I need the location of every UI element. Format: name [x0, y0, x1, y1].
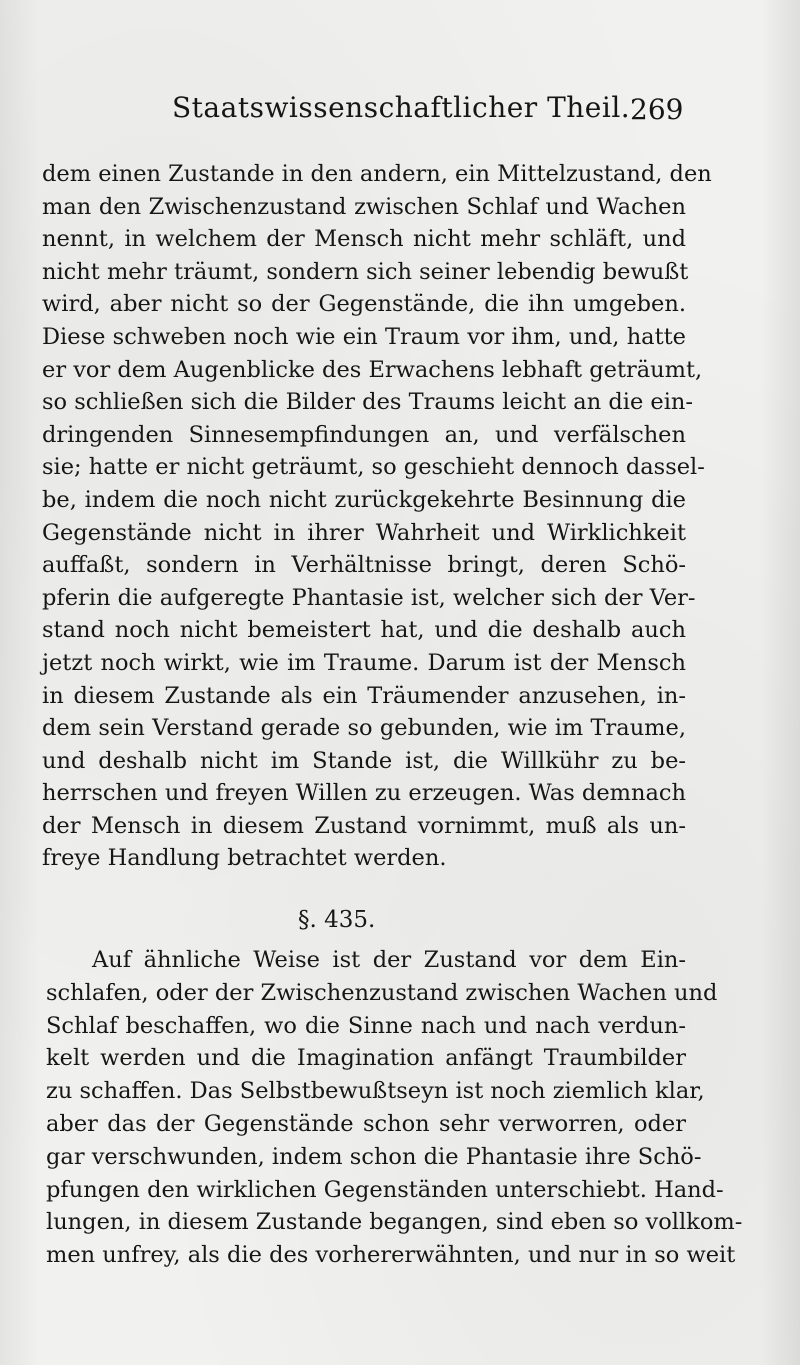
text-line: dem sein Verstand gerade so gebunden, wie im Traume,	[42, 715, 686, 742]
text-line: kelt werden und die Imagination anfängt Traumbilder	[46, 1045, 686, 1072]
page-number: 269	[630, 93, 684, 126]
text-line: und deshalb nicht im Stande ist, die Willkühr zu be-	[42, 747, 686, 774]
text-line: be, indem die noch nicht zurückgekehrte Besinnung die	[42, 486, 686, 513]
text-line: Gegenstände nicht in ihrer Wahrheit und Wirklichkeit	[42, 519, 686, 546]
text-line: freye Handlung betrachtet werden.	[42, 845, 447, 872]
text-line: dem einen Zustande in den andern, ein Mittelzustand, den	[42, 161, 712, 187]
text-line: lungen, in diesem Zustande begangen, sind eben so vollkom-	[46, 1209, 743, 1236]
text-line: Diese schweben noch wie ein Traum vor ihm, und, hatte	[42, 323, 686, 350]
text-line: auffaßt, sondern in Verhältnisse bringt, deren Schö-	[42, 552, 686, 579]
text-line: zu schaffen. Das Selbstbewußtseyn ist noch ziemlich klar,	[46, 1078, 705, 1105]
text-line: aber das der Gegenstände schon sehr verworren, oder	[46, 1110, 686, 1137]
section-number: §. 435.	[298, 907, 376, 933]
text-line: stand noch nicht bemeistert hat, und die deshalb auch	[42, 617, 686, 644]
text-line: nennt, in welchem der Mensch nicht mehr schläft, und	[42, 226, 686, 253]
text-line: jetzt noch wirkt, wie im Traume. Darum ist der Mensch	[42, 649, 686, 676]
paragraph-2	[46, 944, 743, 1272]
text-line: nicht mehr träumt, sondern sich seiner lebendig bewußt	[42, 258, 689, 285]
text-line: Schlaf beschaffen, wo die Sinne nach und nach verdun-	[46, 1012, 686, 1039]
text-line: er vor dem Augenblicke des Erwachens lebhaft geträumt,	[42, 356, 703, 383]
text-line: dringenden Sinnesempfindungen an, und verfälschen	[42, 421, 686, 448]
text-line: so schließen sich die Bilder des Traums leicht an die ein-	[42, 389, 694, 416]
text-line: pferin die aufgeregte Phantasie ist, welcher sich der Ver-	[42, 584, 696, 611]
text-line: men unfrey, als die des vorhererwähnten, und nur in so weit	[46, 1242, 736, 1269]
text-line: wird, aber nicht so der Gegenstände, die ihn umgeben.	[42, 291, 686, 318]
text-line: in diesem Zustande als ein Träumender anzusehen, in-	[42, 682, 686, 709]
text-line: sie; hatte er nicht geträumt, so geschieht dennoch dassel-	[42, 454, 705, 481]
text-line: man den Zwischenzustand zwischen Schlaf und Wachen	[42, 193, 686, 220]
text-line: gar verschwunden, indem schon die Phantasie ihre Schö-	[46, 1143, 702, 1170]
text-line: herrschen und freyen Willen zu erzeugen. Was demnach	[42, 780, 686, 807]
text-line: pfungen den wirklichen Gegenständen unterschiebt. Hand-	[46, 1176, 724, 1203]
text-line: der Mensch in diesem Zustand vornimmt, muß als un-	[42, 812, 686, 839]
text-line: schlafen, oder der Zwischenzustand zwischen Wachen und	[46, 979, 718, 1006]
paragraph-1	[42, 158, 712, 875]
running-head: Staatswissenschaftlicher Theil.	[172, 91, 631, 124]
text-line: Auf ähnliche Weise ist der Zustand vor dem Ein-	[92, 947, 686, 973]
